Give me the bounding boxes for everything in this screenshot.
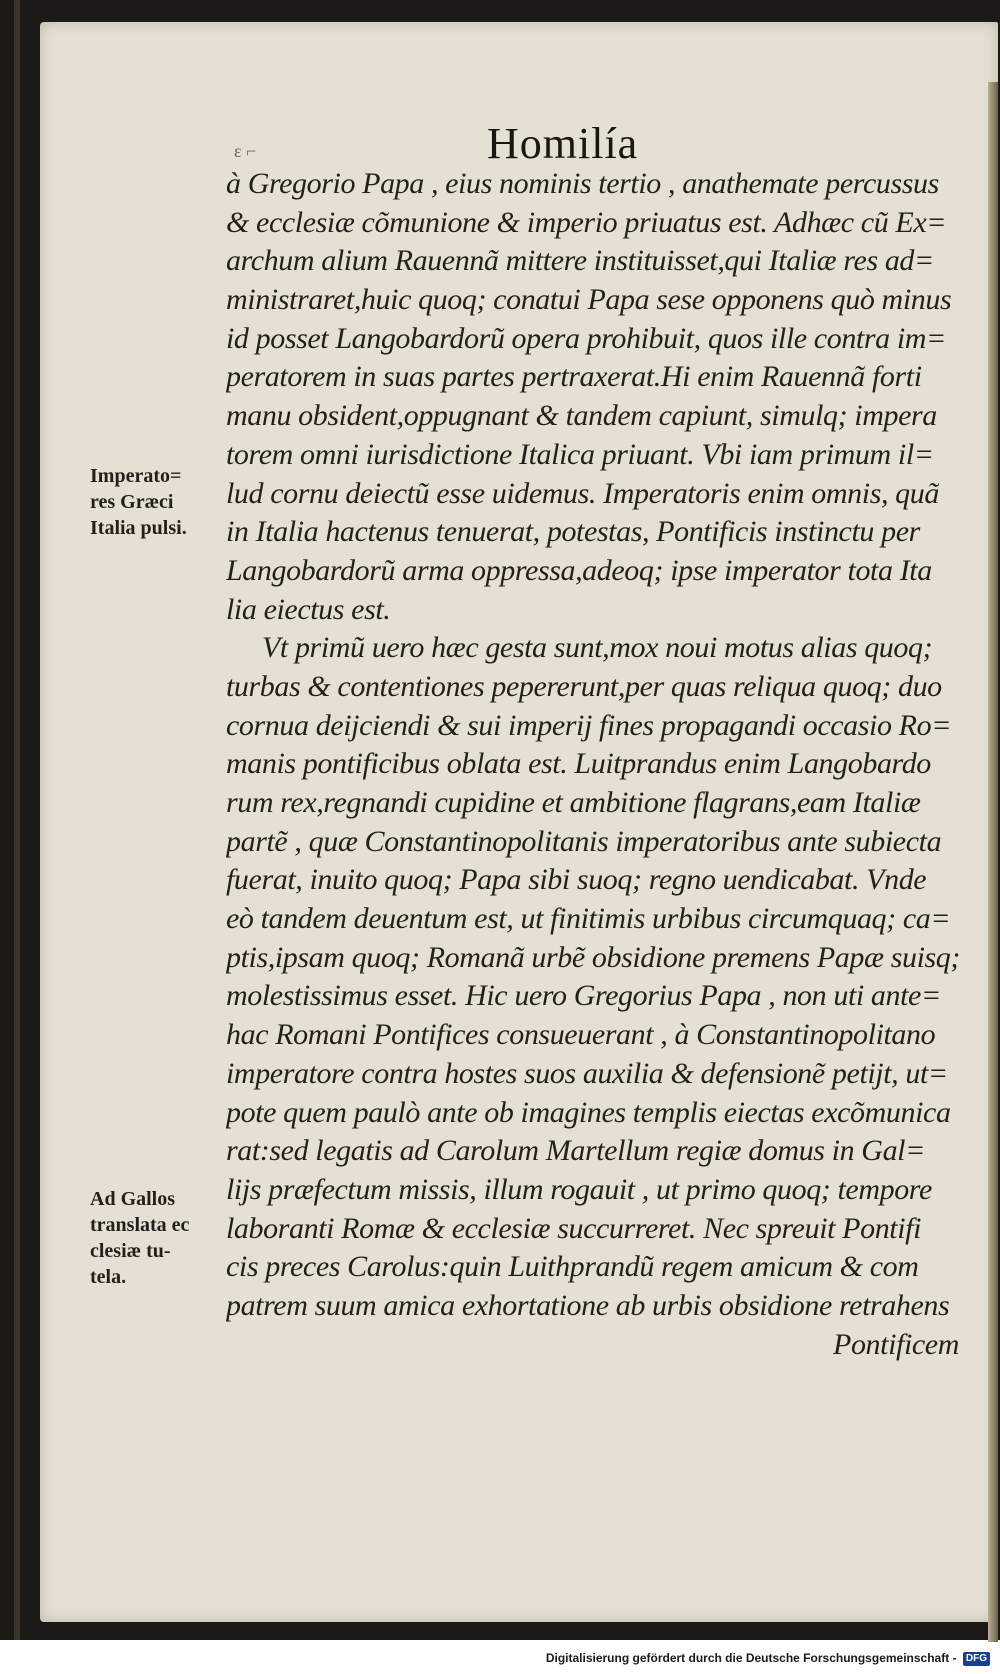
text-line: torem omni iurisdictione Italica priuant. Vbi iam primum il= xyxy=(226,437,934,471)
text-line: turbas & contentiones pepererunt,per quas reliqua quoq; duo xyxy=(226,669,942,703)
text-line: rat:sed legatis ad Carolum Martellum regiæ domus in Gal= xyxy=(226,1134,925,1168)
margin-note-ad-gallos xyxy=(90,1186,230,1290)
margin-note-line: Ad Gallos xyxy=(90,1188,176,1210)
running-header: Homilía xyxy=(487,119,639,168)
margin-note-line: res Græci xyxy=(90,491,174,513)
text-line: manu obsident,oppugnant & tandem capiunt, simulq; impera xyxy=(226,399,937,433)
margin-note-line: tela. xyxy=(90,1266,127,1288)
text-line: molestissimus esset. Hic uero Gregorius Papa , non uti ante= xyxy=(226,979,941,1013)
margin-note-line: clesiæ tu- xyxy=(90,1240,171,1262)
margin-note-line: Italia pulsi. xyxy=(90,517,187,539)
text-line: ministraret,huic quoq; conatui Papa sese opponens quò minus xyxy=(226,283,952,317)
margin-note-imperatores xyxy=(90,463,230,541)
text-line: id posset Langobardorũ opera prohibuit, quos ille contra im= xyxy=(226,321,946,355)
page-edge xyxy=(988,82,998,1642)
text-line: cornua deijciendi & sui imperij fines propagandi occasio Ro= xyxy=(226,708,952,742)
paragraph-start-line: Vt primũ uero hæc gesta sunt,mox noui motus alias quoq; xyxy=(262,631,933,665)
text-line: cis preces Carolus:quin Luithprandũ regem amicum & com xyxy=(226,1250,919,1284)
text-line: archum alium Rauennã mittere instituisset,qui Italiæ res ad= xyxy=(226,244,934,278)
text-line: fuerat, inuito quoq; Papa sibi suoq; regno uendicabat. Vnde xyxy=(226,863,927,897)
text-line: Langobardorũ arma oppressa,adeoq; ipse imperator tota Ita xyxy=(226,553,932,587)
text-line: imperatore contra hostes suos auxilia & defensionẽ petijt, ut= xyxy=(226,1056,948,1090)
margin-note-line: translata ec xyxy=(90,1214,190,1236)
text-line: ptis,ipsam quoq; Romanã urbẽ obsidione premens Papæ suisq; xyxy=(226,940,960,974)
text-line: manis pontificibus oblata est. Luitprandus enim Langobardo xyxy=(226,747,931,781)
text-line: lia eiectus est. xyxy=(226,592,391,626)
margin-note-line: Imperato= xyxy=(90,465,182,487)
text-line: eò tandem deuentum est, ut finitimis urbibus circumquaq; ca= xyxy=(226,902,951,936)
footer-text: Digitalisierung gefördert durch die Deutsche Forschungsgemeinschaft - xyxy=(545,1651,957,1665)
text-line: hac Romani Pontifices consueuerant , à Constantinopolitano xyxy=(226,1018,936,1052)
text-line: lud cornu deiectũ esse uidemus. Imperatoris enim omnis, quã xyxy=(226,476,939,510)
dfg-logo: DFG xyxy=(963,1652,990,1666)
main-text xyxy=(226,165,961,1364)
text-line: rum rex,regnandi cupidine et ambitione flagrans,eam Italiæ xyxy=(226,786,921,819)
digitization-footer xyxy=(0,1646,990,1670)
text-line: & ecclesiæ cõmunione & imperio priuatus est. Adhæc cũ Ex= xyxy=(226,205,947,239)
text-line: laboranti Romæ & ecclesiæ succurreret. Nec spreuit Pontifi xyxy=(226,1211,922,1245)
text-line: à Gregorio Papa , eius nominis tertio , anathemate percussus xyxy=(226,167,939,200)
text-line: patrem suum amica exhortatione ab urbis obsidione retrahens xyxy=(226,1288,950,1322)
book-spine xyxy=(14,0,20,1640)
text-line: pote quem paulò ante ob imagines templis eiectas excõmunica xyxy=(226,1095,951,1129)
text-line: peratorem in suas partes pertraxerat.Hi enim Rauennã forti xyxy=(226,360,922,394)
catchword: Pontificem xyxy=(833,1327,959,1361)
ink-smudge: ɛ ⌐ xyxy=(234,141,257,161)
text-line: lijs præfectum missis, illum rogauit , ut primo quoq; tempore xyxy=(226,1172,932,1206)
text-line: partẽ , quæ Constantinopolitanis imperatoribus ante subiecta xyxy=(226,824,942,858)
text-line: in Italia hactenus tenuerat, potestas, Pontificis instinctu per xyxy=(226,515,920,549)
